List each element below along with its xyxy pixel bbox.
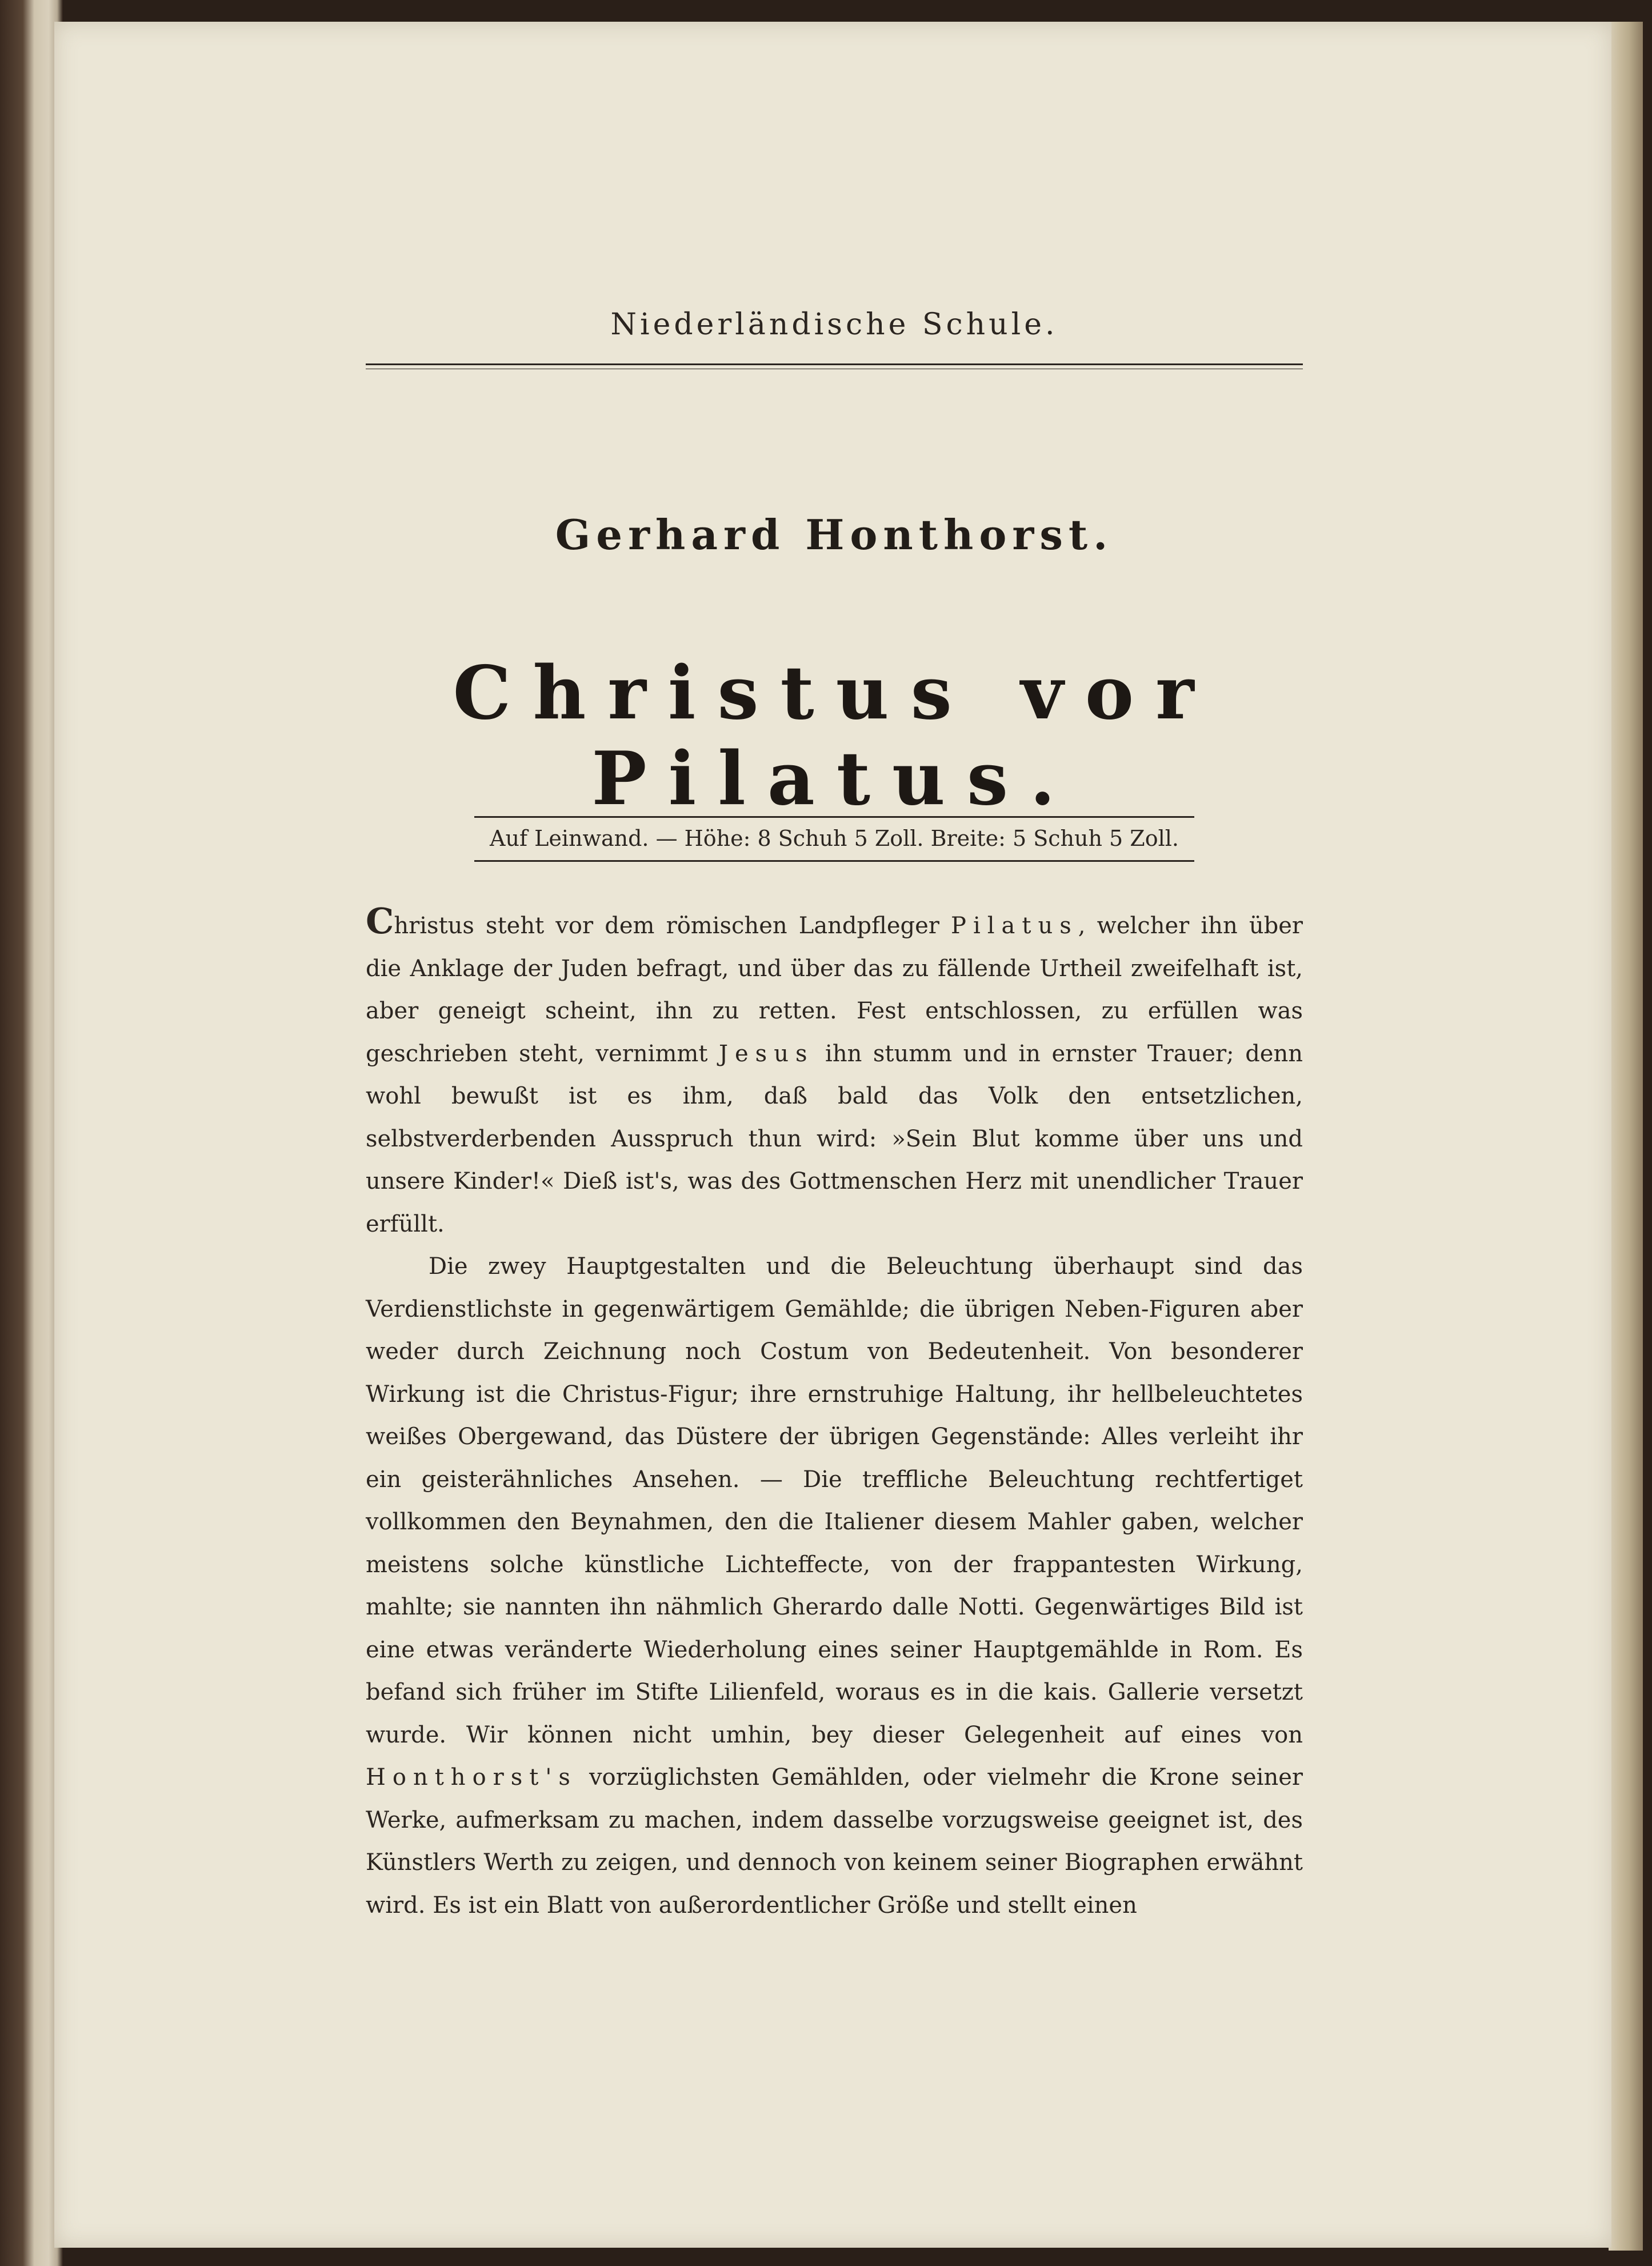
name-pilatus: Pilatus	[951, 913, 1078, 939]
header-double-rule	[366, 363, 1303, 369]
name-honthorst: Honthorst's	[366, 1764, 577, 1791]
paragraph-1-text-a: hristus steht vor dem römischen Landpfleger	[394, 913, 951, 939]
paragraph-1	[366, 900, 1303, 1245]
paragraph-2-text-a: Die zwey Hauptgestalten und die Beleuchtung überhaupt sind das Verdienstlichste in gegenwärtigem Gemählde; die übrigen Neben-Figuren aber weder durch Zeichnung noch Costum von Bedeutenheit. Von besonderer Wirkung ist die Christus-Figur; ihre ernstruhige Haltung, ihr hellbeleuchtetes weißes Obergewand, das Düstere der übrigen Gegenstände: Alles verleiht ihr ein geisterähnliches Ansehen. — Die treffliche Beleuchtung rechtfertiget vollkommen den Beynahmen, den die Italiener diesem Mahler gaben, welcher meistens solche künstliche Lichteffecte, von der frappantesten Wirkung, mahlte; sie nannten ihn nähmlich Gherardo dalle Notti. Gegenwärtiges Bild ist eine etwas veränderte Wiederholung eines seiner Hauptgemählde in Rom. Es befand sich früher im Stifte Lilienfeld, woraus es in die kais. Gallerie versetzt wurde. Wir können nicht umhin, bey dieser Gelegenheit auf eines von	[366, 1253, 1303, 1748]
paragraph-2-text-b: vorzüglichsten Gemählden, oder vielmehr die Krone seiner Werke, aufmerksam zu machen, indem dasselbe vorzugsweise geeignet ist, des Künstlers Werth zu zeigen, und dennoch von keinem seiner Biographen erwähnt wird. Es ist ein Blatt von außerordentlicher Größe und stellt einen	[366, 1764, 1303, 1919]
artist-name: Gerhard Honthorst.	[555, 510, 1114, 559]
book-page	[54, 22, 1611, 2248]
name-jesus: Jesus	[718, 1040, 814, 1067]
paragraph-1-text-b: , welcher ihn über die Anklage der Juden befragt, und über das zu fällende Urtheil zweifelhaft ist, aber geneigt scheint, ihn zu retten. Fest entschlossen, zu erfüllen was geschrieben steht, vernimmt	[366, 913, 1303, 1067]
body-text	[366, 900, 1303, 1927]
book-binding-left	[0, 0, 63, 2266]
running-head: Niederländische Schule.	[610, 307, 1058, 342]
dimensions-line: Auf Leinwand. — Höhe: 8 Schuh 5 Zoll. Breite: 5 Schuh 5 Zoll.	[474, 816, 1194, 862]
drop-cap: C	[366, 900, 394, 942]
paragraph-1-text-c: ihn stumm und in ernster Trauer; denn wohl bewußt ist es ihm, daß bald das Volk den entsetzlichen, selbstverderbenden Ausspruch thun wird: »Sein Blut komme über uns und unsere Kinder!« Dieß ist's, was des Gottmenschen Herz mit unendlicher Trauer erfüllt.	[366, 1040, 1303, 1237]
paragraph-2	[366, 1245, 1303, 1927]
page-edge-right	[1609, 22, 1643, 2251]
painting-title: Christus vor Pilatus.	[453, 650, 1216, 822]
